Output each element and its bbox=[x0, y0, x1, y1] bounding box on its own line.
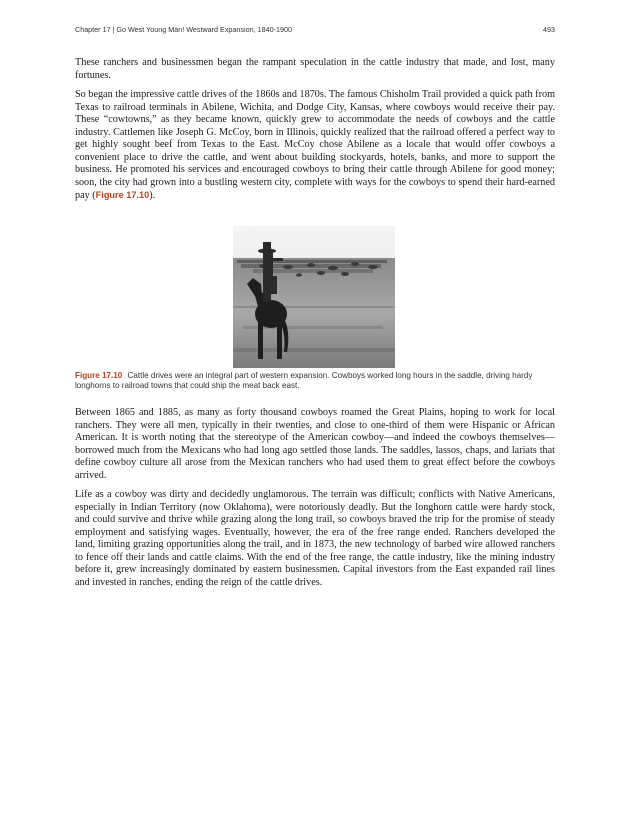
figure-caption bbox=[75, 371, 555, 392]
body-text-top bbox=[75, 57, 555, 210]
paragraph: These ranchers and businessmen began the rampant speculation in the cattle industry that made, and lost, many fortunes. bbox=[75, 57, 555, 81]
paragraph: Life as a cowboy was dirty and decidedly unglamorous. The terrain was difficult; conflicts with Native Americans, especially in Indian Territory (now Oklahoma), were notoriously deadly. But the longhorn cattle were hardy stock, and could survive and thrive while grazing along the long trail, so cowboys braved the trip for the promise of steady employment and satisfying wages. Eventually, however, the era of the free range ended. Ranchers developed the land, limiting grazing opportunities along the trail, and in 1873, the new technology of barbed wire allowed ranchers to fence off their lands and cattle claims. With the end of the free range, the cattle industry, like the mining industry before it, grew increasingly dominated by eastern businessmen. Capital investors from the East expanded rail lines and invested in ranches, ending the reign of the cattle drives. bbox=[75, 489, 555, 588]
body-text-bottom bbox=[75, 407, 555, 596]
figure-label: Figure 17.10 bbox=[75, 371, 123, 380]
cowboy-photo bbox=[233, 226, 395, 368]
chapter-title: Chapter 17 | Go West Young Man! Westward Expansion, 1840-1900 bbox=[75, 25, 292, 34]
paragraph-text: So began the impressive cattle drives of the 1860s and 1870s. The famous Chisholm Trail provided a quick path from Texas to railroad terminals in Abilene, Wichita, and Dodge City, Kansas, where cowboys would receive their pay. These “cowtowns,” as they became known, quickly grew to accommodate the needs of cowboys and the cattle industry. Cattlemen like Joseph G. McCoy, born in Illinois, quickly realized that the railroad offered a perfect way to get highly sought beef from Texas to the East. McCoy chose Abilene as a locale that would offer cowboys a convenient place to drive the cattle, and went about building stockyards, hotels, banks, and more to support the business. He promoted his services and encouraged cowboys to bring their cattle through Abilene for good money; soon, the city had grown into a bustling western city, complete with ways for the cowboys to spend their hard-earned pay ( bbox=[75, 89, 555, 201]
paragraph bbox=[75, 89, 555, 203]
paragraph: Between 1865 and 1885, as many as forty thousand cowboys roamed the Great Plains, hoping to work for local ranchers. They were all men, typically in their twenties, and close to one-third of them were Hispanic or African American. It is worth noting that the stereotype of the American cowboy—and indeed the cowboys themselves—borrowed much from the Mexicans who had long ago settled those lands. The saddles, lassos, chaps, and lariats that define cowboy culture all arose from the Mexican ranchers who had used them to great effect before the cowboys arrived. bbox=[75, 407, 555, 481]
page-number: 493 bbox=[543, 25, 555, 34]
figure-ref-suffix: ). bbox=[149, 190, 156, 201]
figure-link[interactable]: Figure 17.10 bbox=[95, 190, 150, 200]
caption-text: Cattle drives were an integral part of western expansion. Cowboys worked long hours in the saddle, driving hardy longhorns to railroad towns that could ship the meat back east. bbox=[75, 371, 533, 391]
figure bbox=[75, 226, 555, 392]
